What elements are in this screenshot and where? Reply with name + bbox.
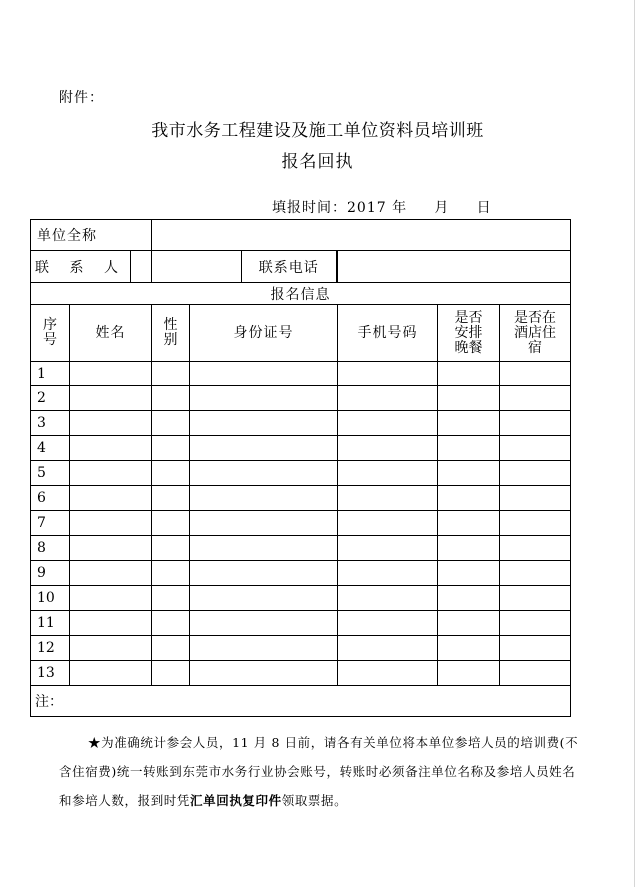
row-name[interactable]	[70, 436, 152, 461]
notice-text-after: 领取票据。	[281, 793, 348, 808]
row-seq: 4	[31, 436, 70, 461]
table-row	[31, 411, 571, 436]
table-row	[31, 386, 571, 411]
row-mobile[interactable]	[338, 661, 438, 686]
row-id-number[interactable]	[190, 511, 338, 536]
document-title: 我市水务工程建设及施工单位资料员培训班	[151, 121, 484, 141]
row-mobile[interactable]	[338, 436, 438, 461]
row-seq: 10	[31, 586, 70, 611]
row-seq: 9	[31, 561, 70, 586]
contact-row	[31, 251, 571, 283]
row-mobile[interactable]	[338, 636, 438, 661]
row-name[interactable]	[70, 636, 152, 661]
section-title: 报名信息	[31, 283, 571, 305]
row-name[interactable]	[70, 362, 152, 386]
row-id-number[interactable]	[190, 586, 338, 611]
header-hotel: 是否在 酒店住 宿	[500, 305, 571, 362]
row-name[interactable]	[70, 611, 152, 636]
row-gender[interactable]	[152, 461, 190, 486]
row-hotel[interactable]	[500, 611, 571, 636]
row-dinner[interactable]	[438, 411, 500, 436]
document-subtitle: 报名回执	[281, 152, 354, 172]
table-row	[31, 536, 571, 561]
row-gender[interactable]	[152, 661, 190, 686]
header-seq: 序 号	[31, 305, 70, 362]
row-name[interactable]	[70, 586, 152, 611]
table-row	[31, 611, 571, 636]
note-label: 注：	[31, 686, 571, 717]
table-row	[31, 362, 571, 386]
row-dinner[interactable]	[438, 536, 500, 561]
row-hotel[interactable]	[500, 436, 571, 461]
row-name[interactable]	[70, 661, 152, 686]
row-gender[interactable]	[152, 586, 190, 611]
row-mobile[interactable]	[338, 362, 438, 386]
row-mobile[interactable]	[338, 561, 438, 586]
row-seq: 13	[31, 661, 70, 686]
table-row	[31, 511, 571, 536]
table-row	[31, 486, 571, 511]
row-id-number[interactable]	[190, 461, 338, 486]
unit-row	[31, 220, 571, 251]
header-dinner: 是否 安排 晚餐	[438, 305, 500, 362]
row-name[interactable]	[70, 486, 152, 511]
row-gender[interactable]	[152, 611, 190, 636]
row-dinner[interactable]	[438, 486, 500, 511]
phone-label: 联系电话	[241, 251, 337, 282]
row-dinner[interactable]	[438, 386, 500, 411]
row-dinner[interactable]	[438, 611, 500, 636]
row-id-number[interactable]	[190, 536, 338, 561]
row-dinner[interactable]	[438, 661, 500, 686]
row-id-number[interactable]	[190, 486, 338, 511]
row-id-number[interactable]	[190, 411, 338, 436]
row-mobile[interactable]	[338, 586, 438, 611]
header-row	[31, 305, 571, 362]
row-id-number[interactable]	[190, 436, 338, 461]
row-seq: 12	[31, 636, 70, 661]
note-row	[31, 686, 571, 717]
row-hotel[interactable]	[500, 586, 571, 611]
row-id-number[interactable]	[190, 386, 338, 411]
row-gender[interactable]	[152, 411, 190, 436]
row-mobile[interactable]	[338, 461, 438, 486]
table-row	[31, 461, 571, 486]
row-hotel[interactable]	[500, 411, 571, 436]
header-name: 姓名	[70, 305, 152, 362]
contact-cell	[31, 251, 152, 283]
row-id-number[interactable]	[190, 661, 338, 686]
table-row	[31, 561, 571, 586]
header-mobile: 手机号码	[338, 305, 438, 362]
contact-field-cont[interactable]	[152, 251, 241, 282]
row-hotel[interactable]	[500, 362, 571, 386]
table-row	[31, 661, 571, 686]
row-seq: 5	[31, 461, 70, 486]
row-gender[interactable]	[152, 636, 190, 661]
row-hotel[interactable]	[500, 661, 571, 686]
row-mobile[interactable]	[338, 511, 438, 536]
row-dinner[interactable]	[438, 436, 500, 461]
row-seq: 11	[31, 611, 70, 636]
row-seq: 2	[31, 386, 70, 411]
fill-time: 填报时间：2017 年 月 日	[272, 200, 492, 216]
row-name[interactable]	[70, 386, 152, 411]
phone-field[interactable]	[338, 251, 571, 283]
row-gender[interactable]	[152, 486, 190, 511]
row-hotel[interactable]	[500, 386, 571, 411]
row-seq: 8	[31, 536, 70, 561]
row-dinner[interactable]	[438, 586, 500, 611]
row-hotel[interactable]	[500, 511, 571, 536]
row-id-number[interactable]	[190, 636, 338, 661]
notice-paragraph	[59, 728, 579, 815]
row-seq: 6	[31, 486, 70, 511]
row-seq: 3	[31, 411, 70, 436]
row-mobile[interactable]	[338, 611, 438, 636]
attachment-label: 附件：	[59, 90, 104, 106]
row-gender[interactable]	[152, 362, 190, 386]
row-hotel[interactable]	[500, 486, 571, 511]
row-hotel[interactable]	[500, 561, 571, 586]
row-gender[interactable]	[152, 511, 190, 536]
row-dinner[interactable]	[438, 636, 500, 661]
row-hotel[interactable]	[500, 636, 571, 661]
row-hotel[interactable]	[500, 461, 571, 486]
row-id-number[interactable]	[190, 362, 338, 386]
contact-field[interactable]	[131, 251, 151, 282]
header-gender: 性 别	[152, 305, 190, 362]
row-gender[interactable]	[152, 436, 190, 461]
unit-name-field[interactable]	[152, 220, 571, 251]
row-dinner[interactable]	[438, 461, 500, 486]
row-id-number[interactable]	[190, 561, 338, 586]
row-name[interactable]	[70, 561, 152, 586]
row-mobile[interactable]	[338, 486, 438, 511]
row-mobile[interactable]	[338, 411, 438, 436]
row-id-number[interactable]	[190, 611, 338, 636]
row-gender[interactable]	[152, 561, 190, 586]
row-name[interactable]	[70, 536, 152, 561]
row-seq: 1	[31, 362, 70, 386]
table-row	[31, 436, 571, 461]
row-name[interactable]	[70, 511, 152, 536]
notice-bold-text: 汇单回执复印件	[190, 793, 282, 808]
row-gender[interactable]	[152, 536, 190, 561]
row-mobile[interactable]	[338, 386, 438, 411]
row-name[interactable]	[70, 411, 152, 436]
table-row	[31, 586, 571, 611]
section-row	[31, 283, 571, 305]
row-gender[interactable]	[152, 386, 190, 411]
table-row	[31, 636, 571, 661]
row-mobile[interactable]	[338, 536, 438, 561]
header-id-number: 身份证号	[190, 305, 338, 362]
unit-name-label: 单位全称	[31, 220, 152, 251]
row-seq: 7	[31, 511, 70, 536]
notice-text-before: ★为准确统计参会人员，11 月 8 日前，请各有关单位将本单位参培人员的培训费(不含住宿费)统一转账到东莞市水务行业协会账号，转账时必须备注单位名称及参培人员姓名和参培人数，报到时凭	[59, 735, 579, 808]
contact-label: 联 系 人	[31, 251, 131, 282]
row-dinner[interactable]	[438, 362, 500, 386]
row-dinner[interactable]	[438, 511, 500, 536]
row-hotel[interactable]	[500, 536, 571, 561]
phone-cell	[152, 251, 338, 283]
registration-form	[30, 219, 571, 717]
row-dinner[interactable]	[438, 561, 500, 586]
row-name[interactable]	[70, 461, 152, 486]
